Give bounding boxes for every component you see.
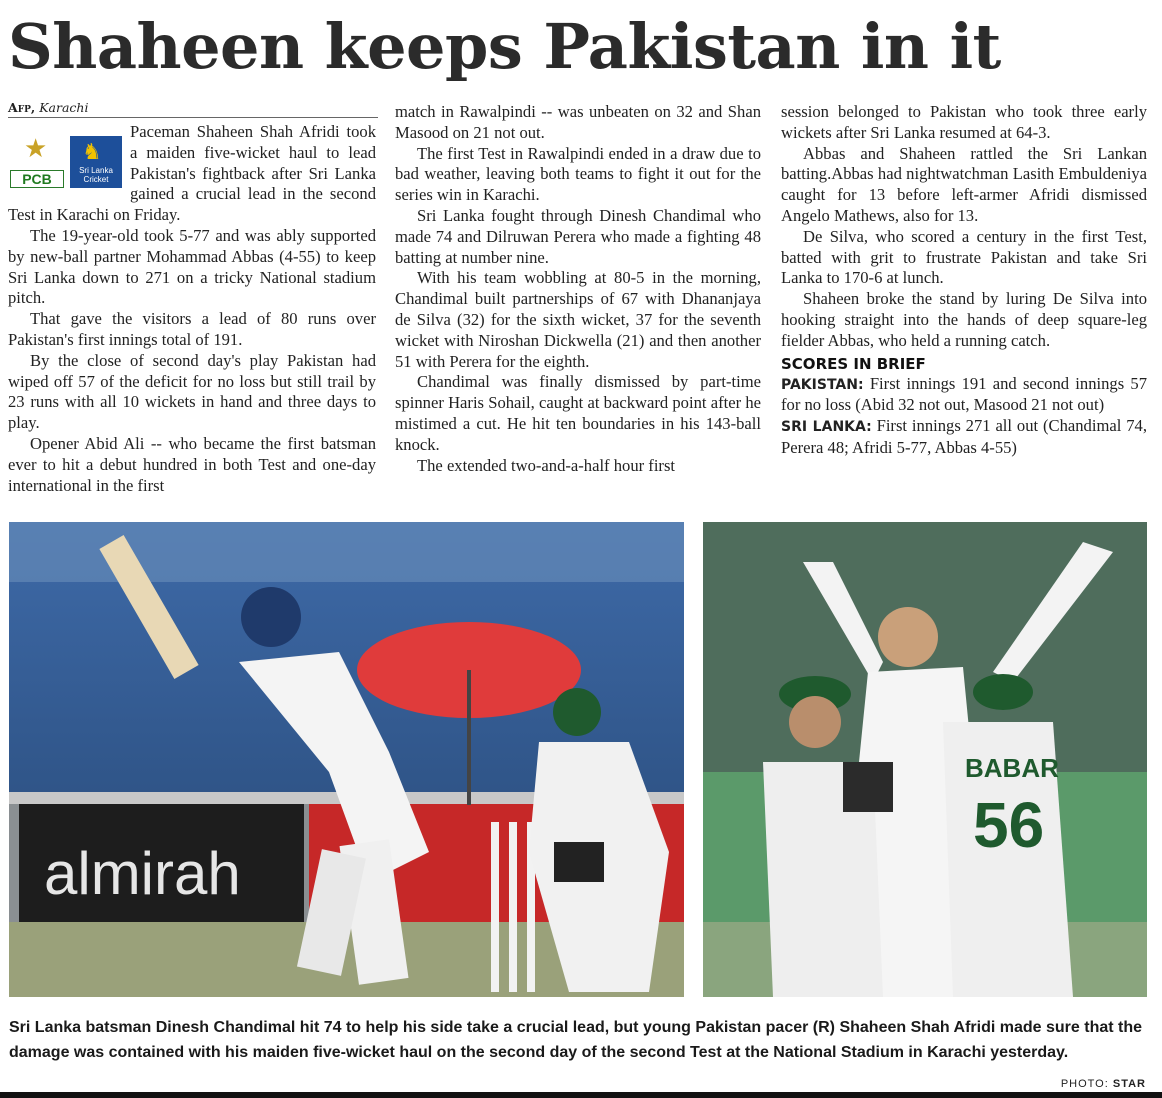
photo-celebration: [703, 522, 1147, 997]
photo-batsman: [9, 522, 684, 997]
paragraph: By the close of second day's play Pakistan had wiped off 57 of the deficit for no loss but still trail by 23 runs with all 10 wickets in hand and three days to play.: [8, 350, 376, 433]
batsman-helmet: [241, 587, 301, 647]
photo-credit-label: PHOTO:: [1060, 1078, 1109, 1090]
paragraph: The first Test in Rawalpindi ended in a draw due to bad weather, leaving both teams to fight it out for the series win in Karachi.: [395, 143, 761, 205]
pcb-logo-text: PCB: [10, 170, 64, 188]
photo-credit: [1061, 1077, 1146, 1091]
paragraph: Abbas and Shaheen rattled the Sri Lankan batting.Abbas had nightwatchman Lasith Embuldeniya caught for 13 before left-armer Afridi dismissed Angelo Mathews, also for 13.: [781, 143, 1147, 225]
brief-pakistan-text: First innings 191 and second innings 57 for no loss (Abid 32 not out, Masood 21 not out): [781, 373, 1147, 415]
paragraph: With his team wobbling at 80-5 in the morning, Chandimal built partnerships of 67 with Dhananjaya de Silva (32) for the sixth wicket, 37 for the seventh wicket with Niroshan Dickwella (21) and then another 51 with Perera for the eighth.: [395, 268, 761, 371]
paragraph: Opener Abid Ali -- who became the first batsman ever to hit a debut hundred in both Test and one-day international in the first: [8, 433, 376, 495]
jersey-name: BABAR: [965, 753, 1059, 783]
paragraph: De Silva, who scored a century in the first Test, batted with grit to frustrate Pakistan and take Sri Lanka to 170-6 at lunch.: [781, 226, 1147, 288]
byline-place: Karachi: [39, 100, 89, 115]
lion-icon: ♞: [82, 139, 102, 164]
paragraph: That gave the visitors a lead of 80 runs over Pakistan's first innings total of 191.: [8, 309, 376, 349]
paragraph: Sri Lanka fought through Dinesh Chandimal who made 74 and Dilruwan Perera who made a fighting 48 batting at number nine.: [395, 205, 761, 267]
article-column-1: [8, 122, 376, 496]
keeper-cap: [553, 688, 601, 736]
pcb-logo: [10, 136, 64, 186]
paragraph: Chandimal was finally dismissed by part-time spinner Haris Sohail, caught at backward point after he mistimed a cut. He hit ten boundaries in his 143-ball knock.: [395, 372, 761, 454]
scores-in-brief-heading: SCORES IN BRIEF: [781, 354, 926, 373]
jersey-number: 56: [973, 789, 1045, 861]
paragraph: session belonged to Pakistan who took three early wickets after Sri Lanka resumed at 64-3.: [781, 102, 1147, 142]
sponsor-text: almirah: [44, 840, 241, 907]
paragraph: match in Rawalpindi -- was unbeaten on 32 and Shan Masood on 21 not out.: [395, 102, 761, 142]
photo-batsman-illustration: [9, 522, 684, 997]
logos: [8, 122, 126, 186]
sri-lanka-cricket-logo: [70, 136, 122, 188]
photo-celebration-illustration: [703, 522, 1147, 997]
paragraph: Paceman Shaheen Shah Afridi took a maiden five-wicket haul to lead Pakistan's fightback after Sri Lanka gained a crucial lead in the second Test in Karachi on Friday.: [8, 122, 376, 225]
brief-pakistan-label: PAKISTAN:: [781, 376, 864, 393]
brief-sri-lanka-label: SRI LANKA:: [781, 419, 872, 436]
paragraph: The 19-year-old took 5-77 and was ably supported by new-ball partner Mohammad Abbas (4-55) to keep Sri Lanka down to 271 on a tricky National stadium pitch.: [8, 225, 376, 308]
bottom-rule: [0, 1092, 1162, 1098]
paragraph: The extended two-and-a-half hour first: [417, 455, 676, 475]
brief-sri-lanka-text: First innings 271 all out (Chandimal 74, Perera 48; Afridi 5-77, Abbas 4-55): [781, 416, 1147, 457]
photo-credit-source: STAR: [1112, 1078, 1146, 1090]
byline: [8, 99, 378, 118]
scores-in-brief: [781, 374, 1147, 459]
pcb-star-icon: ★: [24, 134, 48, 163]
brief-pakistan: [781, 374, 1147, 417]
article-column-3: [781, 102, 1147, 459]
bowler-head: [878, 607, 938, 667]
slc-logo-text: Sri Lanka Cricket: [79, 166, 113, 184]
paragraph: Shaheen broke the stand by luring De Silva into hooking straight into the hands of deep square-leg fielder Abbas, who held a running catch.: [781, 289, 1147, 350]
article-column-2: [395, 102, 761, 476]
photo-caption: Sri Lanka batsman Dinesh Chandimal hit 74 to help his side take a crucial lead, but young Pakistan pacer (R) Shaheen Shah Afridi made sure that the damage was contained with his maiden five-wicket haul on the second day of the second Test at the National Stadium in Karachi yesterday.: [9, 1019, 1143, 1061]
brief-sri-lanka: [781, 416, 1147, 459]
headline: Shaheen keeps Pakistan in it: [8, 10, 1001, 83]
stumps: [491, 822, 499, 992]
byline-agency: Afp,: [8, 100, 36, 115]
